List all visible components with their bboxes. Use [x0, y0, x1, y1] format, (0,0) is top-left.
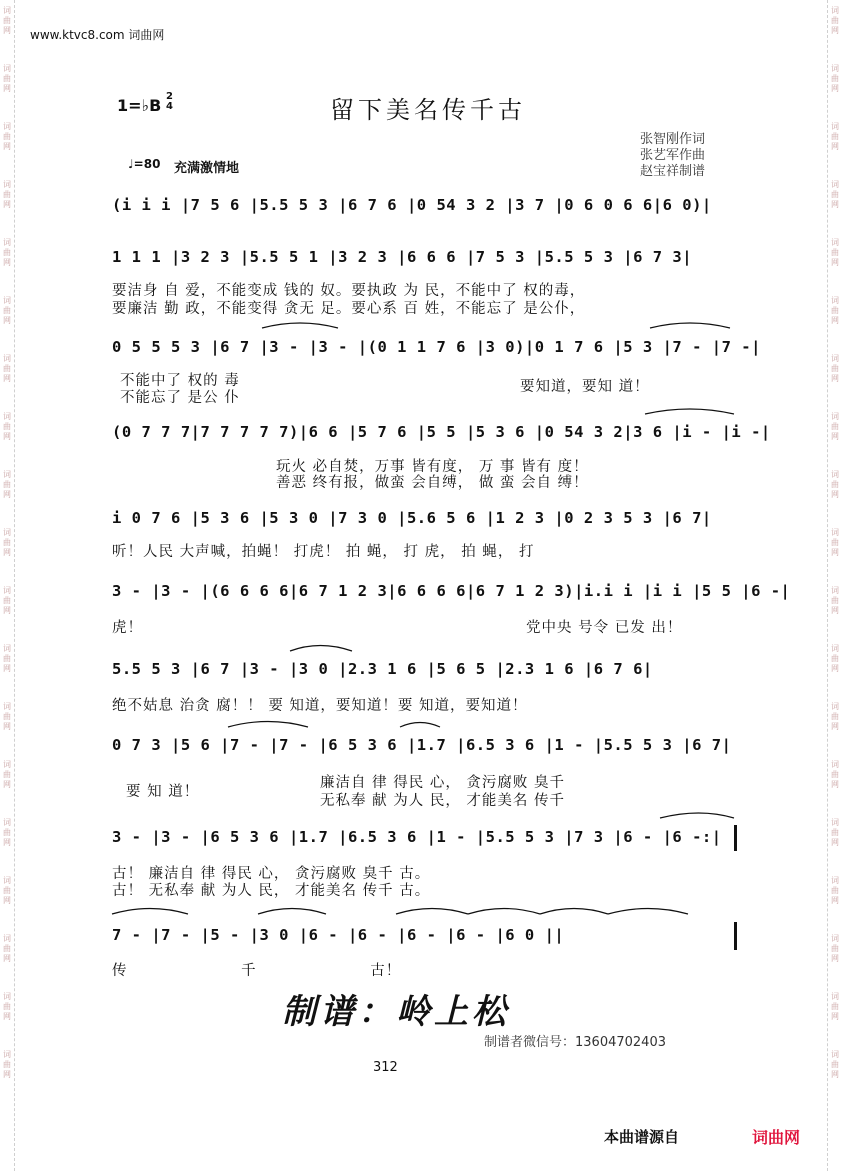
- watermark-tile: 词曲网: [3, 992, 11, 1021]
- source-label: 本曲谱源自: [604, 1128, 680, 1146]
- watermark-tile: 词曲网: [831, 702, 839, 731]
- lyrics-row-2-verse-2: 要廉洁 勤 政，不能变得 贪无 足。要心系 百 姓，不能忘了 是公仆，: [112, 301, 586, 317]
- watermark-tile: 词曲网: [831, 818, 839, 847]
- notes-row-8: 0 7 3 |5 6 |7 - |7 - |6 5 3 6 |1.7 |6.5 3 6 |1 - |5.5 5 3 |6 7|: [112, 736, 732, 754]
- lyrics-row-3-verse-1: 不能中了 权的 毒: [120, 373, 240, 389]
- watermark-tile: 词曲网: [3, 702, 11, 731]
- watermark-tile: 词曲网: [3, 528, 11, 557]
- watermark-tile: 词曲网: [3, 470, 11, 499]
- left-watermark-strip: [0, 0, 15, 1171]
- lyrics-row-2-verse-1: 要洁身 自 爱，不能变成 钱的 奴。要执政 为 民，不能中了 权的毒，: [112, 283, 586, 299]
- watermark-tile: 词曲网: [831, 122, 839, 151]
- time-signature: [166, 92, 173, 112]
- watermark-tile: 词曲网: [3, 586, 11, 615]
- watermark-tile: 词曲网: [831, 296, 839, 325]
- slur-arc: [608, 909, 688, 915]
- expression-marking: 充满激情地: [174, 161, 240, 176]
- watermark-tile: 词曲网: [831, 876, 839, 905]
- lyrics-row-4-verse-2: 善恶 终有报，做蛮 会自缚， 做 蛮 会自 缚！: [276, 475, 589, 491]
- key-signature: 1=♭B: [117, 96, 162, 115]
- arranger-signature: 制谱：岭上松: [282, 992, 510, 1032]
- slur-arc: [228, 722, 308, 728]
- lyrics-row-10: 传 千 古！: [112, 963, 402, 979]
- watermark-tile: 词曲网: [831, 470, 839, 499]
- watermark-tile: 词曲网: [831, 760, 839, 789]
- slur-arc: [540, 909, 608, 915]
- watermark-tile: 词曲网: [831, 586, 839, 615]
- slur-arc: [400, 723, 440, 728]
- slur-arc: [650, 323, 730, 328]
- watermark-tile: 词曲网: [3, 934, 11, 963]
- slur-arc: [660, 813, 734, 818]
- watermark-tile: 词曲网: [3, 122, 11, 151]
- watermark-tile: 词曲网: [3, 818, 11, 847]
- watermark-tile: 词曲网: [3, 6, 11, 35]
- final-barline: [734, 922, 737, 950]
- slur-arc: [262, 323, 338, 328]
- right-watermark-strip: [827, 0, 842, 1171]
- song-title: 留下美名传千古: [330, 96, 526, 124]
- watermark-tile: 词曲网: [3, 180, 11, 209]
- watermark-tile: 词曲网: [3, 64, 11, 93]
- watermark-tile: 词曲网: [831, 644, 839, 673]
- watermark-tile: 词曲网: [831, 1050, 839, 1079]
- lyrics-row-3-right: 要知道，要知 道！: [520, 379, 650, 395]
- notes-row-1: (i i i |7 5 6 |5.5 5 3 |6 7 6 |0 54 3 2 |3 7 |0 6 0 6 6|6 0)|: [112, 196, 712, 214]
- notes-row-2: 1 1 1 |3 2 3 |5.5 5 1 |3 2 3 |6 6 6 |7 5 3 |5.5 5 3 |6 7 3|: [112, 248, 693, 266]
- slur-arc: [258, 909, 326, 915]
- watermark-tile: 词曲网: [3, 760, 11, 789]
- lyrics-row-7: 绝不姑息 治贪 腐！！ 要 知道，要知道！要 知道，要知道！: [112, 698, 528, 714]
- watermark-tile: 词曲网: [3, 644, 11, 673]
- watermark-tile: 词曲网: [831, 64, 839, 93]
- composer-credit: 张艺军作曲: [640, 148, 706, 163]
- slur-arc: [645, 409, 734, 414]
- watermark-tile: 词曲网: [3, 1050, 11, 1079]
- slur-arc: [396, 909, 468, 915]
- page-number: 312: [373, 1060, 398, 1075]
- watermark-tile: 词曲网: [831, 528, 839, 557]
- lyrics-row-8-left: 要 知 道！: [126, 784, 200, 800]
- watermark-tile: 词曲网: [831, 412, 839, 441]
- watermark-tile: 词曲网: [831, 6, 839, 35]
- repeat-barline: [734, 825, 737, 851]
- lyrics-row-3-verse-2: 不能忘了 是公 仆: [120, 390, 240, 406]
- notes-row-10: 7 - |7 - |5 - |3 0 |6 - |6 - |6 - |6 - |6 0 ||: [112, 926, 565, 944]
- slur-arc: [290, 646, 352, 652]
- watermark-tile: 词曲网: [3, 876, 11, 905]
- lyricist-credit: 张智刚作词: [640, 132, 706, 147]
- notes-row-5: i 0 7 6 |5 3 6 |5 3 0 |7 3 0 |5.6 5 6 |1 2 3 |0 2 3 5 3 |6 7|: [112, 509, 712, 527]
- meter-numerator: 2: [166, 91, 173, 102]
- watermark-tile: 词曲网: [831, 354, 839, 383]
- slur-arc: [468, 909, 540, 915]
- source-brand-link[interactable]: 词曲网: [752, 1128, 801, 1147]
- lyrics-row-8-verse-1: 廉洁自 律 得民 心， 贪污腐败 臭千: [320, 775, 566, 791]
- lyrics-row-5: 听！人民 大声喊，拍蝇！ 打虎！ 拍 蝇， 打 虎， 拍 蝇， 打: [112, 544, 535, 560]
- transcriber-credit: 赵宝祥制谱: [640, 164, 706, 179]
- notes-row-4: (0 7 7 7|7 7 7 7 7)|6 6 |5 7 6 |5 5 |5 3 6 |0 54 3 2|3 6 |i - |i -|: [112, 423, 771, 441]
- watermark-tile: 词曲网: [831, 934, 839, 963]
- lyrics-row-9-verse-2: 古！ 无私奉 献 为人 民， 才能美名 传千 古。: [112, 883, 431, 899]
- notes-row-3: 0 5 5 5 3 |6 7 |3 - |3 - |(0 1 1 7 6 |3 0)|0 1 7 6 |5 3 |7 - |7 -|: [112, 338, 761, 356]
- meter-denominator: 4: [166, 101, 173, 112]
- watermark-tile: 词曲网: [831, 238, 839, 267]
- notes-row-7: 5.5 5 3 |6 7 |3 - |3 0 |2.3 1 6 |5 6 5 |2.3 1 6 |6 7 6|: [112, 660, 653, 678]
- lyrics-row-8-verse-2: 无私奉 献 为人 民， 才能美名 传千: [320, 793, 566, 809]
- lyrics-row-4-verse-1: 玩火 必自焚，万事 皆有度， 万 事 皆有 度！: [276, 459, 589, 475]
- credits-block: [640, 132, 705, 180]
- watermark-tile: 词曲网: [3, 354, 11, 383]
- lyrics-row-6-left: 虎！: [112, 620, 143, 636]
- watermark-tile: 词曲网: [3, 412, 11, 441]
- lyrics-row-6-right: 党中央 号令 已发 出！: [526, 620, 683, 636]
- watermark-tile: 词曲网: [831, 992, 839, 1021]
- notes-row-9: 3 - |3 - |6 5 3 6 |1.7 |6.5 3 6 |1 - |5.5 5 3 |7 3 |6 - |6 -:|: [112, 828, 722, 846]
- lyrics-row-9-verse-1: 古！ 廉洁自 律 得民 心， 贪污腐败 臭千 古。: [112, 866, 431, 882]
- watermark-tile: 词曲网: [3, 296, 11, 325]
- notes-row-6: 3 - |3 - |(6 6 6 6|6 7 1 2 3|6 6 6 6|6 7 1 2 3)|i.i i |i i |5 5 |6 -|: [112, 582, 791, 600]
- slur-arc: [112, 909, 188, 915]
- site-url[interactable]: www.ktvc8.com 词曲网: [30, 28, 165, 42]
- tempo-marking: ♩=80: [128, 157, 161, 171]
- wechat-contact: 制谱者微信号：13604702403: [484, 1035, 666, 1050]
- watermark-tile: 词曲网: [831, 180, 839, 209]
- watermark-tile: 词曲网: [3, 238, 11, 267]
